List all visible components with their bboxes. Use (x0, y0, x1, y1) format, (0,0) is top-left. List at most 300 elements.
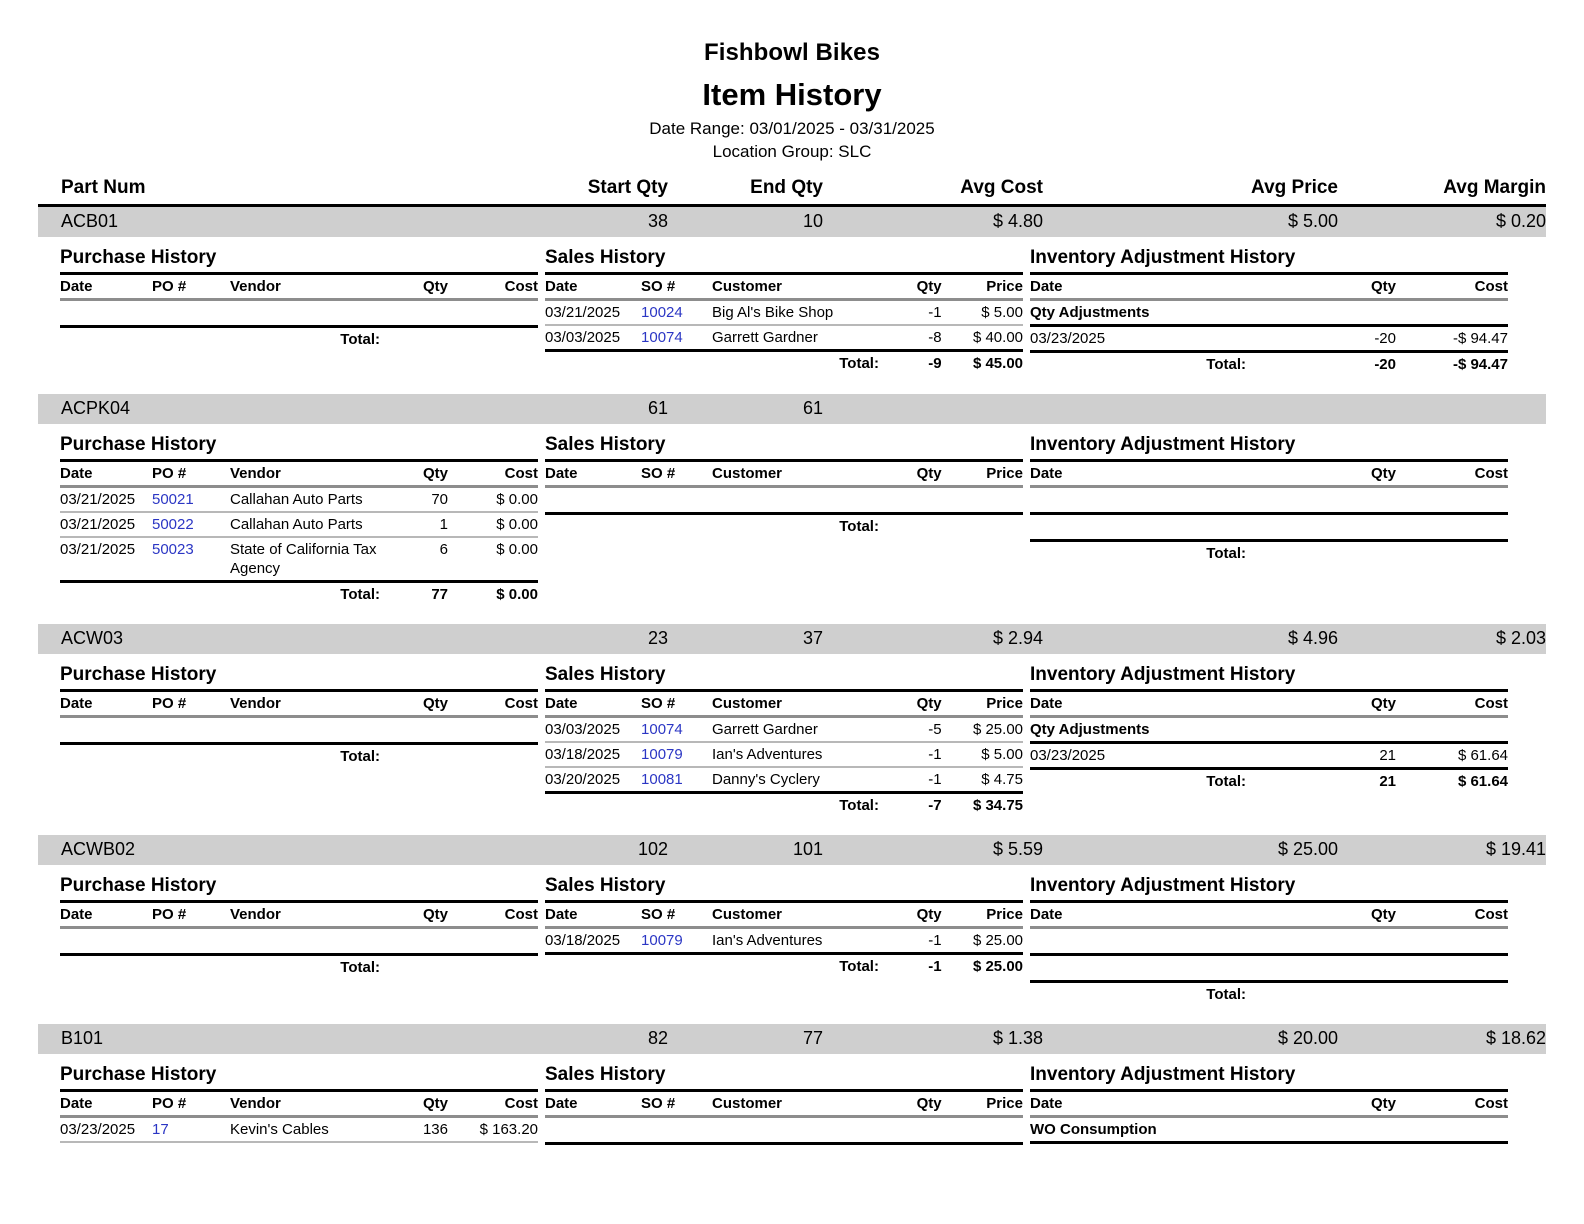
cell-price: $ 25.00 (942, 717, 1023, 743)
total-label: Total: (839, 958, 879, 975)
sales-history-title: Sales History (545, 874, 1023, 903)
col-header-qty: Qty (1246, 903, 1396, 928)
so-link[interactable]: 10079 (641, 746, 683, 763)
inventory-adjustment-table (1030, 903, 1508, 1006)
item-start-qty: 61 (647, 398, 668, 418)
header-part-num: Part Num (61, 177, 146, 198)
total-qty (1246, 982, 1396, 1007)
header-end-qty: End Qty (750, 177, 823, 198)
empty-cell (879, 487, 942, 514)
item-avg-cost: $ 2.94 (992, 628, 1043, 648)
cell-date: 03/23/2025 (60, 1117, 152, 1143)
so-link[interactable]: 10074 (641, 329, 683, 346)
table-total-row (545, 514, 1023, 539)
col-header-qty: Qty (1246, 275, 1396, 300)
cell-date: 03/03/2025 (545, 325, 641, 351)
total-cost: -$ 94.47 (1452, 356, 1508, 373)
cell-price: $ 5.00 (942, 300, 1023, 326)
total-spacer (641, 351, 712, 376)
inventory-adjustment-panel (1030, 874, 1508, 1006)
inventory-adjustment-table (1030, 692, 1508, 793)
col-header-qty: Qty (380, 903, 448, 928)
empty-cell (380, 300, 448, 327)
col-header-date: Date (545, 275, 641, 300)
table-total-row (1030, 352, 1508, 377)
empty-cell (1246, 717, 1396, 743)
col-header-so: SO # (641, 903, 712, 928)
empty-cell (1246, 928, 1396, 955)
total-label: Total: (839, 518, 879, 535)
total-spacer (152, 582, 230, 607)
total-qty: -7 (928, 797, 942, 814)
cell-vendor: Callahan Auto Parts (230, 487, 380, 513)
total-label: Total: (1206, 773, 1246, 790)
empty-cell (152, 717, 230, 744)
col-header-vendor: Vendor (230, 903, 380, 928)
cell-qty: 70 (380, 487, 448, 513)
cell-so (641, 742, 712, 767)
empty-cell (448, 300, 538, 327)
purchase-history-title: Purchase History (60, 1063, 538, 1092)
cell-po (152, 487, 230, 513)
total-spacer (641, 793, 712, 818)
col-header-so: SO # (641, 1092, 712, 1117)
cell-date: 03/21/2025 (545, 300, 641, 326)
empty-cell (942, 1117, 1023, 1144)
total-cost: $ 0.00 (496, 586, 538, 603)
sales-history-panel (545, 874, 1023, 1006)
total-cost: $ 61.64 (1457, 773, 1508, 790)
col-header-customer: Customer (712, 1092, 879, 1117)
item-summary-row (38, 624, 1546, 654)
empty-cell (60, 300, 152, 327)
inventory-adjustment-title: Inventory Adjustment History (1030, 874, 1508, 903)
item-end-qty: 37 (802, 628, 823, 648)
col-header-customer: Customer (712, 462, 879, 487)
inventory-adjustment-table (1030, 462, 1508, 565)
purchase-history-title: Purchase History (60, 874, 538, 903)
col-header-so: SO # (641, 692, 712, 717)
total-qty: 21 (1379, 773, 1396, 790)
col-header-date: Date (1030, 903, 1246, 928)
empty-cell (1030, 955, 1246, 982)
col-header-po: PO # (152, 903, 230, 928)
purchase-history-panel (60, 874, 538, 1006)
cell-date: 03/03/2025 (545, 717, 641, 743)
sales-history-table (545, 462, 1023, 538)
empty-cell (712, 1117, 879, 1144)
total-qty (380, 327, 448, 352)
sales-history-panel (545, 433, 1023, 606)
total-price (942, 514, 1023, 539)
table-row (60, 512, 538, 537)
item-end-qty: 101 (792, 839, 823, 859)
col-header-po: PO # (152, 1092, 230, 1117)
item-start-qty: 38 (647, 211, 668, 231)
empty-cell (1246, 514, 1396, 541)
cell-qty: -8 (879, 325, 942, 351)
item-end-qty: 10 (802, 211, 823, 231)
col-header-date: Date (60, 692, 152, 717)
inventory-adjustment-panel (1030, 663, 1508, 817)
po-link[interactable]: 17 (152, 1121, 169, 1138)
item-avg-price: $ 20.00 (1277, 1028, 1338, 1048)
cell-date: 03/18/2025 (545, 742, 641, 767)
inventory-adjustment-title: Inventory Adjustment History (1030, 246, 1508, 275)
cell-price: $ 4.75 (942, 767, 1023, 793)
so-link[interactable]: 10074 (641, 721, 683, 738)
cell-customer: Garrett Gardner (712, 325, 879, 351)
table-total-row (545, 954, 1023, 979)
item-start-qty: 23 (647, 628, 668, 648)
col-header-so: SO # (641, 462, 712, 487)
total-qty (1246, 541, 1396, 566)
cell-vendor: Kevin's Cables (230, 1117, 380, 1143)
col-header-qty: Qty (1246, 462, 1396, 487)
table-row-empty (1030, 514, 1508, 541)
total-qty: 77 (431, 586, 448, 603)
purchase-history-panel (60, 663, 538, 817)
purchase-history-table (60, 462, 538, 606)
total-label: Total: (340, 331, 380, 348)
table-row (545, 742, 1023, 767)
item-avg-margin: $ 19.41 (1485, 839, 1546, 859)
table-total-row (545, 351, 1023, 376)
cell-cost: $ 163.20 (448, 1117, 538, 1143)
cell-date: 03/23/2025 (1030, 326, 1246, 352)
total-label: Total: (1206, 545, 1246, 562)
total-cost (448, 955, 538, 980)
total-label: Total: (839, 355, 879, 372)
total-spacer (152, 744, 230, 769)
col-header-cost: Cost (448, 275, 538, 300)
item-block (38, 1024, 1546, 1145)
cell-so (641, 928, 712, 954)
table-row-empty (1030, 955, 1508, 982)
total-spacer (60, 327, 152, 352)
total-qty: -20 (1374, 356, 1396, 373)
total-cost (448, 327, 538, 352)
col-header-cost: Cost (1396, 903, 1508, 928)
cell-date: 03/20/2025 (545, 767, 641, 793)
col-header-customer: Customer (712, 692, 879, 717)
empty-cell (1030, 928, 1246, 955)
table-total-row (545, 793, 1023, 818)
total-qty (380, 955, 448, 980)
cell-qty: -1 (879, 767, 942, 793)
col-header-qty: Qty (380, 275, 448, 300)
adjustment-group-row (1030, 300, 1508, 326)
cell-so (641, 325, 712, 351)
col-header-cost: Cost (1396, 1092, 1508, 1117)
item-avg-price: $ 4.96 (1287, 628, 1338, 648)
col-header-po: PO # (152, 462, 230, 487)
empty-cell (1246, 300, 1396, 326)
table-total-row (60, 582, 538, 607)
empty-cell (1396, 514, 1508, 541)
po-link[interactable]: 50021 (152, 491, 194, 508)
cell-cost: $ 0.00 (448, 537, 538, 582)
po-link[interactable]: 50022 (152, 516, 194, 533)
col-header-vendor: Vendor (230, 692, 380, 717)
total-qty: -9 (928, 355, 942, 372)
cell-date: 03/21/2025 (60, 512, 152, 537)
col-header-date: Date (545, 462, 641, 487)
item-detail-panels (38, 874, 1546, 1006)
total-qty (879, 514, 942, 539)
col-header-qty: Qty (380, 462, 448, 487)
col-header-date: Date (545, 1092, 641, 1117)
purchase-history-panel (60, 246, 538, 376)
cell-qty: 6 (380, 537, 448, 582)
col-header-date: Date (60, 1092, 152, 1117)
item-start-qty: 82 (647, 1028, 668, 1048)
inventory-adjustment-table (1030, 1092, 1508, 1144)
empty-cell (545, 1117, 641, 1144)
cell-so (641, 717, 712, 743)
col-header-cost: Cost (448, 692, 538, 717)
empty-cell (1396, 928, 1508, 955)
cell-customer: Danny's Cyclery (712, 767, 879, 793)
cell-qty: -20 (1246, 326, 1396, 352)
item-detail-panels (38, 663, 1546, 817)
sales-history-table (545, 903, 1023, 978)
col-header-qty: Qty (879, 462, 942, 487)
item-part-num: ACPK04 (61, 398, 131, 418)
table-row (60, 487, 538, 513)
item-avg-margin: $ 2.03 (1495, 628, 1546, 648)
inventory-adjustment-title: Inventory Adjustment History (1030, 1063, 1508, 1092)
adjustment-group-label: WO Consumption (1030, 1117, 1246, 1143)
empty-cell (230, 717, 380, 744)
purchase-history-table (60, 692, 538, 768)
col-header-date: Date (1030, 1092, 1246, 1117)
table-total-row (60, 955, 538, 980)
table-total-row (1030, 769, 1508, 794)
item-avg-margin: $ 18.62 (1485, 1028, 1546, 1048)
empty-cell (1030, 514, 1246, 541)
empty-cell (230, 300, 380, 327)
item-avg-price: $ 5.00 (1287, 211, 1338, 231)
po-link[interactable]: 50023 (152, 541, 194, 558)
col-header-price: Price (942, 275, 1023, 300)
total-label: Total: (839, 797, 879, 814)
item-part-num: ACW03 (61, 628, 124, 648)
section-spacer (38, 1006, 1546, 1020)
inventory-adjustment-panel (1030, 433, 1508, 606)
total-spacer (60, 582, 152, 607)
table-total-row (1030, 541, 1508, 566)
item-summary-row (38, 835, 1546, 865)
item-summary-row (38, 394, 1546, 424)
main-column-header (38, 174, 1546, 207)
cell-po (152, 1117, 230, 1143)
col-header-date: Date (545, 903, 641, 928)
empty-cell (1396, 300, 1508, 326)
col-header-customer: Customer (712, 275, 879, 300)
col-header-date: Date (545, 692, 641, 717)
col-header-cost: Cost (1396, 462, 1508, 487)
total-label: Total: (340, 959, 380, 976)
purchase-history-table (60, 1092, 538, 1143)
cell-cost: $ 0.00 (448, 487, 538, 513)
empty-cell (641, 487, 712, 514)
item-detail-panels (38, 1063, 1546, 1145)
col-header-cost: Cost (1396, 275, 1508, 300)
col-header-cost: Cost (1396, 692, 1508, 717)
total-cost (1396, 982, 1508, 1007)
total-spacer (152, 327, 230, 352)
so-link[interactable]: 10081 (641, 771, 683, 788)
item-summary-row (38, 1024, 1546, 1054)
col-header-date: Date (60, 903, 152, 928)
cell-customer: Ian's Adventures (712, 742, 879, 767)
empty-cell (1246, 1117, 1396, 1143)
so-link[interactable]: 10024 (641, 304, 683, 321)
table-row (1030, 326, 1508, 352)
item-block (38, 207, 1546, 390)
col-header-qty: Qty (879, 1092, 942, 1117)
total-price: $ 25.00 (972, 958, 1023, 975)
col-header-customer: Customer (712, 903, 879, 928)
inventory-adjustment-title: Inventory Adjustment History (1030, 433, 1508, 462)
cell-qty: -1 (879, 300, 942, 326)
sales-history-title: Sales History (545, 663, 1023, 692)
col-header-date: Date (1030, 462, 1246, 487)
cell-price: $ 25.00 (942, 928, 1023, 954)
empty-cell (380, 928, 448, 955)
purchase-history-panel (60, 1063, 538, 1145)
empty-cell (152, 300, 230, 327)
cell-qty: -1 (879, 742, 942, 767)
sales-history-table (545, 275, 1023, 375)
inventory-adjustment-panel (1030, 1063, 1508, 1145)
item-detail-panels (38, 433, 1546, 606)
cell-qty: -1 (879, 928, 942, 954)
adjustment-group-label: Qty Adjustments (1030, 300, 1246, 326)
purchase-history-title: Purchase History (60, 246, 538, 275)
empty-cell (641, 1117, 712, 1144)
cell-cost: -$ 94.47 (1396, 326, 1508, 352)
item-part-num: B101 (61, 1028, 104, 1048)
col-header-date: Date (60, 275, 152, 300)
cell-vendor: State of California Tax Agency (230, 537, 380, 582)
inventory-adjustment-table (1030, 275, 1508, 376)
cell-customer: Big Al's Bike Shop (712, 300, 879, 326)
empty-cell (448, 717, 538, 744)
table-row (60, 537, 538, 582)
empty-cell (1246, 487, 1396, 514)
header-avg-margin: Avg Margin (1443, 177, 1546, 198)
header-avg-price: Avg Price (1251, 177, 1338, 198)
cell-customer: Garrett Gardner (712, 717, 879, 743)
table-row-empty (60, 717, 538, 744)
cell-cost: $ 61.64 (1396, 743, 1508, 769)
total-price: $ 34.75 (972, 797, 1023, 814)
so-link[interactable]: 10079 (641, 932, 683, 949)
purchase-history-panel (60, 433, 538, 606)
cell-cost: $ 0.00 (448, 512, 538, 537)
inventory-adjustment-title: Inventory Adjustment History (1030, 663, 1508, 692)
cell-date: 03/21/2025 (60, 487, 152, 513)
col-header-qty: Qty (879, 275, 942, 300)
col-header-so: SO # (641, 275, 712, 300)
empty-cell (60, 928, 152, 955)
item-part-num: ACB01 (61, 211, 119, 231)
sales-history-panel (545, 246, 1023, 376)
col-header-price: Price (942, 1092, 1023, 1117)
total-spacer (641, 954, 712, 979)
purchase-history-table (60, 275, 538, 351)
section-spacer (38, 606, 1546, 620)
table-row (545, 300, 1023, 326)
sales-history-panel (545, 663, 1023, 817)
table-row-empty (1030, 487, 1508, 514)
report-header (38, 0, 1546, 163)
item-block (38, 624, 1546, 831)
items-container (38, 207, 1546, 1145)
empty-cell (152, 928, 230, 955)
total-cost (448, 744, 538, 769)
col-header-cost: Cost (448, 903, 538, 928)
col-header-qty: Qty (380, 1092, 448, 1117)
total-cost (1396, 541, 1508, 566)
empty-cell (448, 928, 538, 955)
empty-cell (230, 928, 380, 955)
table-total-row (60, 327, 538, 352)
col-header-vendor: Vendor (230, 1092, 380, 1117)
inventory-adjustment-panel (1030, 246, 1508, 376)
empty-cell (1396, 955, 1508, 982)
table-row-empty (545, 487, 1023, 514)
empty-cell (1396, 717, 1508, 743)
col-header-qty: Qty (879, 692, 942, 717)
col-header-po: PO # (152, 692, 230, 717)
col-header-price: Price (942, 903, 1023, 928)
empty-cell (1030, 487, 1246, 514)
total-spacer (545, 954, 641, 979)
section-spacer (38, 817, 1546, 831)
item-summary-row (38, 207, 1546, 237)
total-spacer (545, 514, 641, 539)
cell-so (641, 300, 712, 326)
total-spacer (545, 351, 641, 376)
item-end-qty: 77 (802, 1028, 823, 1048)
total-label: Total: (340, 586, 380, 603)
cell-date: 03/23/2025 (1030, 743, 1246, 769)
col-header-qty: Qty (1246, 692, 1396, 717)
adjustment-group-row (1030, 1117, 1508, 1143)
col-header-vendor: Vendor (230, 462, 380, 487)
purchase-history-table (60, 903, 538, 979)
col-header-vendor: Vendor (230, 275, 380, 300)
item-avg-margin: $ 0.20 (1495, 211, 1546, 231)
col-header-price: Price (942, 462, 1023, 487)
item-avg-cost: $ 1.38 (992, 1028, 1043, 1048)
item-avg-cost: $ 4.80 (992, 211, 1043, 231)
col-header-qty: Qty (1246, 1092, 1396, 1117)
table-row-empty (1030, 928, 1508, 955)
purchase-history-title: Purchase History (60, 433, 538, 462)
item-detail-panels (38, 246, 1546, 376)
table-row (1030, 743, 1508, 769)
total-price: $ 45.00 (972, 355, 1023, 372)
table-total-row (60, 744, 538, 769)
cell-po (152, 512, 230, 537)
col-header-date: Date (1030, 275, 1246, 300)
sales-history-title: Sales History (545, 433, 1023, 462)
cell-date: 03/18/2025 (545, 928, 641, 954)
